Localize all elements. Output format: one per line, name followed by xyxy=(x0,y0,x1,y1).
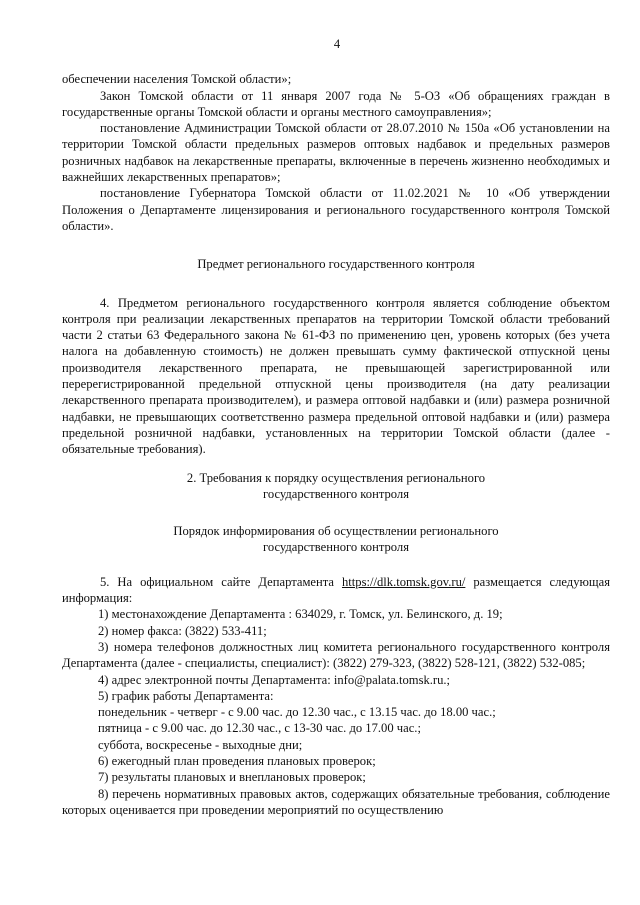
list-item-fax: 2) номер факса: (3822) 533-411; xyxy=(98,623,267,638)
schedule-friday: пятница - с 9.00 час. до 12.30 час., с 13-30 час. до 17.00 час.; xyxy=(98,721,421,736)
section-2-heading-line-1: 2. Требования к порядку осуществления регионального xyxy=(186,470,486,485)
list-item-annual-plan: 6) ежегодный план проведения плановых проверок; xyxy=(98,753,376,768)
informing-heading xyxy=(62,523,610,556)
paragraph-continuation: обеспечении населения Томской области»; xyxy=(62,72,292,87)
page-number: 4 xyxy=(333,37,341,51)
paragraph-5-after: размещается следующая информация: xyxy=(62,574,610,606)
list-item-phones: 3) номера телефонов должностных лиц комитета регионального государственного контроля Департамента (далее - специалисты, специалист): (3822) 279-323, (3822) 528-121, (3822) 532-085; xyxy=(62,639,610,671)
paragraph-resolution-150a: постановление Администрации Томской области от 28.07.2010 № 150а «Об установлении на территории Томской области предельных размеров оптовых надбавок и предельных размеров розничных надбавок на лекарственные препараты, включенные в перечень жизненно необходимых и важнейших лекарственных препаратов»; xyxy=(62,121,610,185)
department-website-link[interactable]: https://dlk.tomsk.gov.ru/ xyxy=(341,574,466,589)
paragraph-5-before: 5. На официальном сайте Департамента xyxy=(100,574,342,589)
heading-control-subject: Предмет регионального государственного контроля xyxy=(197,257,475,272)
paragraph-5 xyxy=(62,574,610,607)
list-item-inspection-results: 7) результаты плановых и внеплановых проверок; xyxy=(98,770,366,785)
paragraph-4: 4. Предметом регионального государственного контроля является соблюдение объектом контроля при реализации лекарственных препаратов на территории Томской области требований части 2 статьи 63 Федерального закона № 61-ФЗ по применению цен, уровень которых (без учета налога на добавленную стоимость) не должен превышать сумму фактической отпускной цены производителя лекарственного препарата, не превышающей зарегистрированной или перерегистрированной предельной отпускной цены производителя (на дату реализации лекарственного препарата производителем), и размера оптовой надбавки и (или) размера розничной надбавки, не превышающих соответственно размера предельной оптовой надбавки и (или) размера предельной розничной надбавки, установленных на территории Томской области (далее - обязательные требования). xyxy=(62,295,610,457)
section-2-heading-line-2: государственного контроля xyxy=(263,486,409,501)
list-item-email: 4) адрес электронной почты Департамента: info@palata.tomsk.ru.; xyxy=(98,672,451,687)
schedule-weekdays: понедельник - четверг - с 9.00 час. до 12.30 час., с 13.15 час. до 18.00 час.; xyxy=(98,705,496,720)
schedule-weekend: суббота, воскресенье - выходные дни; xyxy=(98,737,303,752)
list-item-location: 1) местонахождение Департамента : 634029, г. Томск, ул. Белинского, д. 19; xyxy=(98,607,503,622)
list-item-legal-acts: 8) перечень нормативных правовых актов, содержащих обязательные требования, соблюдение которых оценивается при проведении мероприятий по осуществлению xyxy=(62,786,610,817)
paragraph-governor-resolution: постановление Губернатора Томской области от 11.02.2021 № 10 «Об утверждении Положения о Департаменте лицензирования и регионального государственного контроля Томской области». xyxy=(62,186,610,233)
paragraph-law-appeals: Закон Томской области от 11 января 2007 года № 5-ОЗ «Об обращениях граждан в государственные органы Томской области и органы местного самоуправления»; xyxy=(62,88,610,119)
informing-heading-line-2: государственного контроля xyxy=(263,540,409,555)
section-2-heading xyxy=(62,470,610,503)
list-item-schedule: 5) график работы Департамента: xyxy=(98,688,274,703)
informing-heading-line-1: Порядок информирования об осуществлении регионального xyxy=(173,524,499,539)
